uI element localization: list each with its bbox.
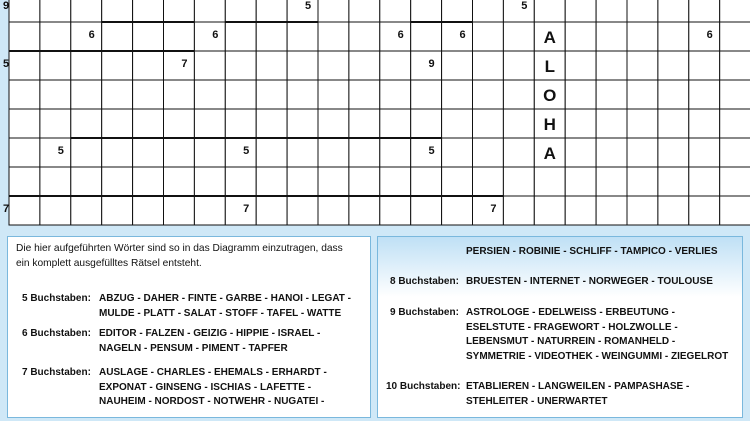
grid-cell[interactable] (287, 80, 318, 109)
grid-cell[interactable] (133, 80, 164, 109)
grid-cell[interactable] (225, 109, 256, 138)
grid-cell[interactable] (442, 22, 473, 51)
grid-cell[interactable] (194, 22, 225, 51)
grid-letter: O (543, 85, 557, 105)
grid-cell[interactable] (133, 196, 164, 225)
grid-cell[interactable] (473, 80, 504, 109)
grid-cell[interactable] (102, 138, 133, 167)
grid-cell[interactable] (40, 0, 71, 22)
grid-cell[interactable] (503, 196, 534, 225)
grid-cell[interactable] (411, 196, 442, 225)
grid-cell[interactable] (133, 138, 164, 167)
grid-cell[interactable] (40, 167, 71, 196)
grid-cell[interactable] (596, 0, 627, 22)
group-label: 10 Buchstaben: (386, 381, 461, 392)
word-line: STEHLEITER - UNERWARTET (466, 395, 608, 407)
grid-cell[interactable] (658, 51, 689, 80)
grid-cell[interactable] (411, 80, 442, 109)
grid-cell[interactable] (102, 51, 133, 80)
grid-cell[interactable] (658, 138, 689, 167)
grid-cell[interactable] (318, 196, 349, 225)
grid-cell[interactable] (627, 109, 658, 138)
grid-cell[interactable] (318, 80, 349, 109)
grid-cell[interactable] (565, 80, 596, 109)
grid-cell[interactable] (225, 196, 256, 225)
grid-cell[interactable] (442, 196, 473, 225)
grid-letter: L (544, 56, 555, 76)
grid-cell[interactable] (349, 51, 380, 80)
instructions-line: Die hier aufgeführten Wörter sind so in das Diagramm einzutragen, dass (16, 243, 343, 254)
grid-cell[interactable] (133, 22, 164, 51)
grid-cell[interactable] (164, 109, 195, 138)
grid-cell[interactable] (225, 22, 256, 51)
grid-cell[interactable] (225, 138, 256, 167)
grid-cell[interactable] (503, 22, 534, 51)
grid-cell[interactable] (627, 196, 658, 225)
grid-cell[interactable] (287, 0, 318, 22)
grid-letter: A (543, 27, 556, 47)
grid-cell[interactable] (9, 138, 40, 167)
word-line: BRUESTEN - INTERNET - NORWEGER - TOULOUSE (466, 276, 713, 287)
grid-cell[interactable] (40, 138, 71, 167)
word-list-panel-right (377, 236, 743, 418)
grid-cell[interactable] (473, 0, 504, 22)
grid-cell[interactable] (627, 138, 658, 167)
grid-cell[interactable] (256, 22, 287, 51)
grid-cell[interactable] (164, 138, 195, 167)
grid-cell[interactable] (380, 196, 411, 225)
grid-cell[interactable] (442, 0, 473, 22)
grid-cell[interactable] (349, 109, 380, 138)
grid-cell[interactable] (40, 22, 71, 51)
grid-cell[interactable] (133, 109, 164, 138)
word-line: ABZUG - DAHER - FINTE - GARBE - HANOI - LEGAT - (99, 293, 352, 304)
grid-cell[interactable] (349, 80, 380, 109)
grid-cell[interactable] (164, 167, 195, 196)
grid-cell[interactable] (627, 167, 658, 196)
grid-letter: H (543, 114, 556, 134)
clue-number: 6 (212, 29, 219, 41)
clue-number: 5 (428, 144, 435, 157)
clue-number: 5 (2, 58, 10, 70)
grid-cell[interactable] (689, 109, 720, 138)
grid-cell[interactable] (411, 138, 442, 167)
grid-cell[interactable] (164, 80, 195, 109)
grid-cell[interactable] (596, 196, 627, 225)
grid-cell[interactable] (102, 0, 133, 22)
grid-cell[interactable] (9, 109, 40, 138)
clue-number: 7 (243, 202, 250, 215)
grid-cell[interactable] (380, 22, 411, 51)
grid-cell[interactable] (442, 80, 473, 109)
grid-letter: A (543, 143, 556, 163)
grid-cell[interactable] (380, 138, 411, 167)
clue-number: 7 (490, 202, 497, 215)
grid-cell[interactable] (318, 0, 349, 22)
grid-cell[interactable] (380, 51, 411, 80)
clue-number: 5 (304, 0, 312, 12)
grid-cell[interactable] (349, 0, 380, 22)
grid-cell[interactable] (473, 22, 504, 51)
grid-cell[interactable] (473, 196, 504, 225)
grid-cell[interactable] (40, 109, 71, 138)
word-list-panel-left (7, 236, 371, 418)
grid-cell[interactable] (689, 22, 720, 51)
grid-cell[interactable] (9, 167, 40, 196)
grid-cell[interactable] (194, 0, 225, 22)
grid-cell[interactable] (9, 51, 40, 80)
grid-cell[interactable] (287, 51, 318, 80)
grid-cell[interactable] (256, 167, 287, 196)
grid-cell[interactable] (720, 138, 750, 167)
grid-cell[interactable] (318, 51, 349, 80)
grid-cell[interactable] (658, 109, 689, 138)
grid-cell[interactable] (9, 80, 40, 109)
word-line: ETABLIEREN - LANGWEILEN - PAMPASHASE - (466, 381, 690, 392)
clue-number: 5 (57, 144, 64, 157)
grid-cell[interactable] (565, 109, 596, 138)
grid-cell[interactable] (720, 0, 750, 22)
group-label: 7 Buchstaben: (22, 367, 91, 378)
grid-cell[interactable] (565, 22, 596, 51)
grid-cell[interactable] (658, 167, 689, 196)
grid-cell[interactable] (349, 138, 380, 167)
group-label: 6 Buchstaben: (22, 328, 91, 339)
grid-cell[interactable] (349, 22, 380, 51)
word-line: NAUHEIM - NORDOST - NOTWEHR - NUGATEI - (99, 396, 325, 407)
grid-cell[interactable] (658, 80, 689, 109)
grid-cell[interactable] (689, 196, 720, 225)
grid-cell[interactable] (194, 167, 225, 196)
grid-cell[interactable] (658, 196, 689, 225)
grid-cell[interactable] (318, 167, 349, 196)
grid-cell[interactable] (720, 22, 750, 51)
word-line: PERSIEN - ROBINIE - SCHLIFF - TAMPICO - VERLIES (466, 246, 718, 257)
grid-cell[interactable] (71, 109, 102, 138)
grid-cell[interactable] (380, 167, 411, 196)
grid-cell[interactable] (503, 80, 534, 109)
grid-cell[interactable] (102, 109, 133, 138)
grid-cell[interactable] (225, 0, 256, 22)
grid-cell[interactable] (442, 138, 473, 167)
grid-cell[interactable] (102, 167, 133, 196)
grid-cell[interactable] (9, 196, 40, 225)
grid-cell[interactable] (442, 109, 473, 138)
grid-cell[interactable] (40, 51, 71, 80)
grid-cell[interactable] (658, 0, 689, 22)
grid-cell[interactable] (503, 109, 534, 138)
grid-cell[interactable] (318, 109, 349, 138)
grid-cell[interactable] (534, 196, 565, 225)
clue-number: 7 (2, 202, 10, 215)
grid-cell[interactable] (596, 22, 627, 51)
grid-cell[interactable] (256, 109, 287, 138)
grid-cell[interactable] (720, 196, 750, 225)
grid-cell[interactable] (411, 167, 442, 196)
grid-cell[interactable] (256, 138, 287, 167)
grid-cell[interactable] (565, 0, 596, 22)
grid-cell[interactable] (565, 51, 596, 80)
word-line: AUSLAGE - CHARLES - EHEMALS - ERHARDT - (99, 367, 327, 378)
grid-cell[interactable] (164, 0, 195, 22)
grid-cell[interactable] (596, 167, 627, 196)
word-line: ASTROLOGE - EDELWEISS - ERBEUTUNG - (466, 307, 675, 318)
grid-cell[interactable] (442, 167, 473, 196)
grid-cell[interactable] (720, 109, 750, 138)
grid-cell[interactable] (133, 51, 164, 80)
grid-cell[interactable] (287, 167, 318, 196)
group-label: 8 Buchstaben: (390, 276, 459, 287)
grid-cell[interactable] (71, 0, 102, 22)
grid-cell[interactable] (596, 80, 627, 109)
word-line: EDITOR - FALZEN - GEIZIG - HIPPIE - ISRAEL - (99, 328, 321, 339)
word-line: EXPONAT - GINSENG - ISCHIAS - LAFETTE - (99, 381, 312, 393)
grid-cell[interactable] (102, 22, 133, 51)
grid-cell[interactable] (194, 51, 225, 80)
grid-cell[interactable] (380, 0, 411, 22)
grid-cell[interactable] (565, 167, 596, 196)
word-line: ESELSTUTE - FRAGEWORT - HOLZWOLLE - (466, 321, 678, 333)
grid-cell[interactable] (102, 196, 133, 225)
word-line: NAGELN - PENSUM - PIMENT - TAPFER (99, 342, 288, 354)
grid-cell[interactable] (287, 196, 318, 225)
grid-cell[interactable] (164, 51, 195, 80)
clue-number: 6 (706, 29, 713, 41)
grid-cell[interactable] (411, 0, 442, 22)
grid-cell[interactable] (565, 196, 596, 225)
grid-cell[interactable] (689, 0, 720, 22)
grid-cell[interactable] (194, 138, 225, 167)
instructions (16, 242, 366, 271)
grid-cell[interactable] (287, 109, 318, 138)
grid-cell[interactable] (133, 167, 164, 196)
grid-cell[interactable] (71, 80, 102, 109)
grid-cell[interactable] (225, 80, 256, 109)
grid-cell[interactable] (627, 80, 658, 109)
clue-number: 6 (88, 29, 95, 41)
grid-cell[interactable] (534, 0, 565, 22)
clue-number: 9 (2, 0, 10, 12)
clue-number: 5 (521, 0, 528, 12)
grid-cell[interactable] (689, 138, 720, 167)
grid-cell[interactable] (473, 167, 504, 196)
grid-cell[interactable] (689, 80, 720, 109)
grid-cell[interactable] (287, 22, 318, 51)
grid-cell[interactable] (658, 22, 689, 51)
grid-cell[interactable] (287, 138, 318, 167)
grid-cell[interactable] (596, 51, 627, 80)
grid-cell[interactable] (349, 167, 380, 196)
grid-cell[interactable] (71, 22, 102, 51)
grid-cell[interactable] (565, 138, 596, 167)
grid-cell[interactable] (225, 51, 256, 80)
grid-cell[interactable] (349, 196, 380, 225)
grid-cell[interactable] (411, 51, 442, 80)
clue-number: 6 (397, 29, 404, 41)
instructions-line: ein komplett ausgefülltes Rätsel entsteht. (16, 257, 202, 269)
clue-number: 7 (181, 58, 188, 70)
grid-cell[interactable] (720, 167, 750, 196)
grid-cell[interactable] (596, 138, 627, 167)
grid-cell[interactable] (627, 22, 658, 51)
grid-cell[interactable] (689, 51, 720, 80)
grid-cell[interactable] (225, 167, 256, 196)
grid-cell[interactable] (627, 0, 658, 22)
grid-cell[interactable] (442, 51, 473, 80)
grid-cell[interactable] (256, 80, 287, 109)
grid-cell[interactable] (194, 80, 225, 109)
grid-cell[interactable] (40, 80, 71, 109)
word-line: SYMMETRIE - VIDEOTHEK - WEINGUMMI - ZIEGELROT (466, 350, 729, 362)
clue-number: 9 (428, 58, 435, 70)
grid-cell[interactable] (689, 167, 720, 196)
grid-cell[interactable] (256, 51, 287, 80)
word-line: MULDE - PLATT - SALAT - STOFF - TAFEL - WATTE (99, 307, 342, 319)
grid-cell[interactable] (720, 51, 750, 80)
clue-number: 6 (459, 29, 466, 41)
grid-cell[interactable] (380, 80, 411, 109)
grid-cell[interactable] (503, 167, 534, 196)
grid-cell[interactable] (534, 167, 565, 196)
group-label: 5 Buchstaben: (22, 293, 91, 304)
grid-cell[interactable] (318, 22, 349, 51)
grid-cell[interactable] (71, 196, 102, 225)
grid-cell[interactable] (503, 0, 534, 22)
word-line: LEBENSMUT - NATURREIN - ROMANHELD - (466, 336, 676, 347)
grid-cell[interactable] (9, 22, 40, 51)
grid-cell[interactable] (71, 138, 102, 167)
grid-cell[interactable] (164, 196, 195, 225)
grid-cell[interactable] (256, 196, 287, 225)
grid-cell[interactable] (473, 138, 504, 167)
grid-cell[interactable] (194, 109, 225, 138)
grid-cell[interactable] (503, 51, 534, 80)
grid-cell[interactable] (9, 0, 40, 22)
grid-cell[interactable] (71, 51, 102, 80)
grid-cell[interactable] (102, 80, 133, 109)
grid-cell[interactable] (380, 109, 411, 138)
grid-cell[interactable] (596, 109, 627, 138)
grid-cell[interactable] (40, 196, 71, 225)
grid-cell[interactable] (627, 51, 658, 80)
clue-number: 5 (243, 144, 250, 157)
grid-cell[interactable] (318, 138, 349, 167)
grid-cell[interactable] (473, 109, 504, 138)
grid-cell[interactable] (720, 80, 750, 109)
grid-cell[interactable] (256, 0, 287, 22)
grid-cell[interactable] (411, 109, 442, 138)
grid-cell[interactable] (71, 167, 102, 196)
grid-cell[interactable] (133, 0, 164, 22)
grid-cell[interactable] (503, 138, 534, 167)
grid-cell[interactable] (411, 22, 442, 51)
grid-cell[interactable] (194, 196, 225, 225)
group-label: 9 Buchstaben: (390, 307, 459, 318)
grid-cell[interactable] (473, 51, 504, 80)
grid-cell[interactable] (164, 22, 195, 51)
